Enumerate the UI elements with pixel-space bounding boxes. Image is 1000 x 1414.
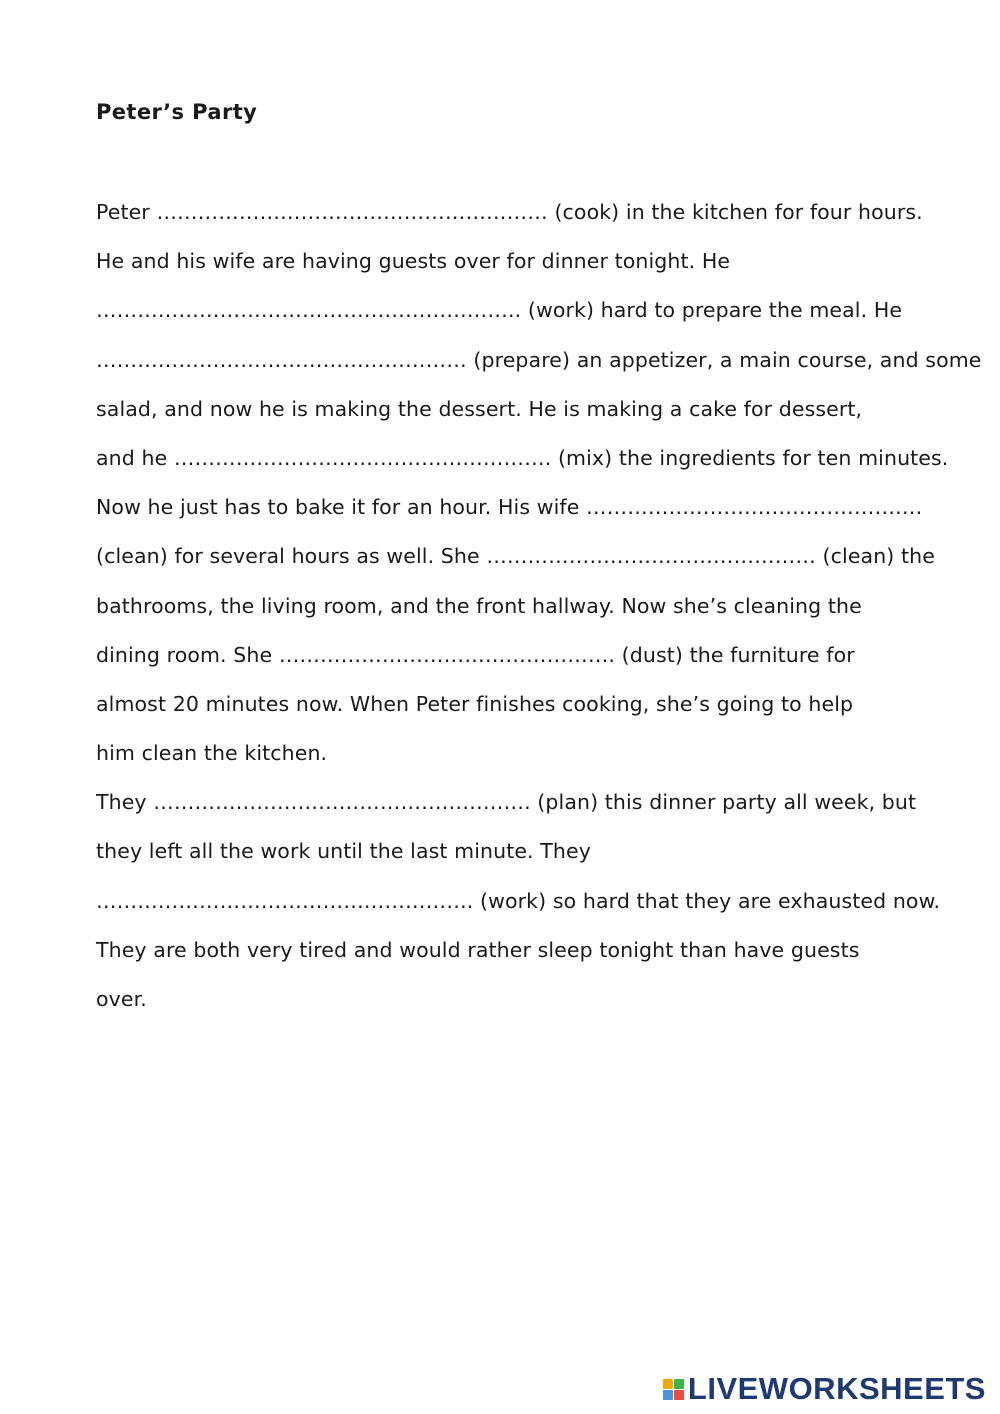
text-line: bathrooms, the living room, and the front hallway. Now she’s cleaning the (96, 593, 862, 618)
text-line: almost 20 minutes now. When Peter finishes cooking, she’s going to help (96, 691, 854, 716)
text-line: (clean) for several hours as well. She ………………………………………… (clean) the (96, 544, 935, 569)
text-line: ……………………………………………… (prepare) an appetizer, a main course, and some (96, 347, 982, 372)
logo-square (663, 1379, 673, 1389)
text-line: salad, and now he is making the dessert. He is making a cake for dessert, (96, 396, 863, 421)
document-title: Peter’s Party (96, 100, 258, 124)
text-line: They ………………………………………………. (plan) this dinner party all week, but (96, 790, 917, 815)
logo-square (674, 1379, 684, 1389)
text-line: ………………………………………………. (work) so hard that they are exhausted now. (96, 888, 941, 913)
text-line: and he ………………………………………………. (mix) the ingredients for ten minutes. (96, 445, 949, 470)
worksheet-text (96, 194, 982, 1030)
logo-text: LIVEWORKSHEETS (687, 1371, 986, 1406)
logo-square (663, 1390, 673, 1400)
liveworksheets-logo-icon (663, 1379, 684, 1400)
liveworksheets-logo (663, 1371, 986, 1407)
logo-square (674, 1390, 684, 1400)
text-line: …………………………………………………….. (work) hard to prepare the meal. He (96, 298, 903, 323)
text-line: They are both very tired and would rather sleep tonight than have guests (96, 937, 860, 962)
text-line: him clean the kitchen. (96, 741, 328, 766)
text-line: Now he just has to bake it for an hour. His wife …………………………………………. (96, 495, 923, 520)
text-line: Peter ………………………………………………… (cook) in the kitchen for four hours. (96, 200, 923, 224)
text-line: He and his wife are having guests over for dinner tonight. He (96, 249, 731, 274)
text-line: dining room. She …………………………………………. (dust) the furniture for (96, 642, 855, 667)
text-line: over. (96, 987, 147, 1011)
text-line: they left all the work until the last minute. They (96, 839, 591, 864)
